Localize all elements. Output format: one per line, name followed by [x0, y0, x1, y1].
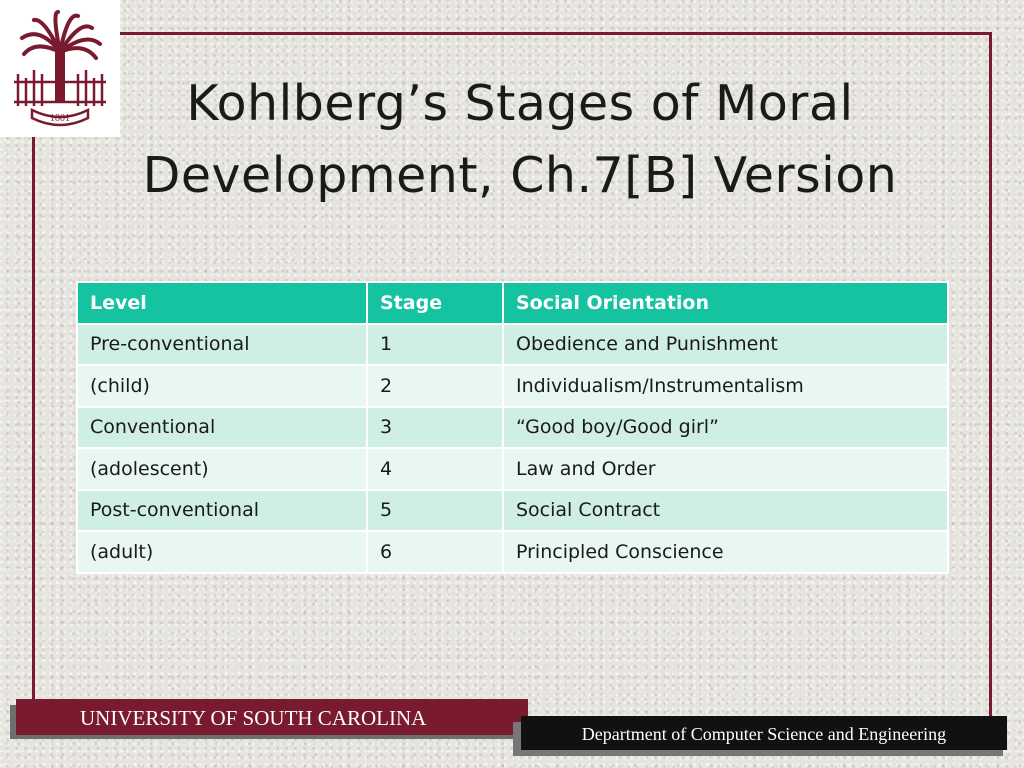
- cell-level: (child): [77, 365, 367, 407]
- cell-orientation: Social Contract: [503, 490, 948, 532]
- cell-orientation: “Good boy/Good girl”: [503, 407, 948, 449]
- stages-table: [76, 281, 949, 574]
- slide-frame-left: [32, 137, 35, 702]
- page-title-line-1: Kohlberg’s Stages of Moral: [186, 75, 854, 132]
- university-name-band: UNIVERSITY OF SOUTH CAROLINA: [16, 699, 528, 735]
- header-level: Level: [77, 282, 367, 324]
- cell-stage: 2: [367, 365, 503, 407]
- table-row: [77, 324, 948, 366]
- slide-frame-top: [120, 32, 992, 35]
- university-logo: [0, 0, 120, 137]
- cell-stage: 5: [367, 490, 503, 532]
- cell-stage: 3: [367, 407, 503, 449]
- table-row: [77, 448, 948, 490]
- slide-frame-right: [989, 32, 992, 732]
- page-title-line-2: Development, Ch.7[B] Version: [142, 147, 898, 204]
- department-name-band: Department of Computer Science and Engineering: [521, 716, 1007, 750]
- table-row: [77, 490, 948, 532]
- cell-level: Post-conventional: [77, 490, 367, 532]
- table-row: [77, 407, 948, 449]
- table-row: [77, 531, 948, 573]
- table-header-row: [77, 282, 948, 324]
- cell-level: Pre-conventional: [77, 324, 367, 366]
- cell-level: (adult): [77, 531, 367, 573]
- cell-stage: 1: [367, 324, 503, 366]
- cell-orientation: Obedience and Punishment: [503, 324, 948, 366]
- logo-year: 1801: [50, 113, 70, 124]
- cell-orientation: Principled Conscience: [503, 531, 948, 573]
- table-row: [77, 365, 948, 407]
- header-stage: Stage: [367, 282, 503, 324]
- page-title: [120, 68, 920, 212]
- cell-orientation: Law and Order: [503, 448, 948, 490]
- cell-orientation: Individualism/Instrumentalism: [503, 365, 948, 407]
- palmetto-tree-icon: [0, 0, 120, 137]
- cell-stage: 4: [367, 448, 503, 490]
- cell-level: (adolescent): [77, 448, 367, 490]
- cell-level: Conventional: [77, 407, 367, 449]
- cell-stage: 6: [367, 531, 503, 573]
- header-social-orientation: Social Orientation: [503, 282, 948, 324]
